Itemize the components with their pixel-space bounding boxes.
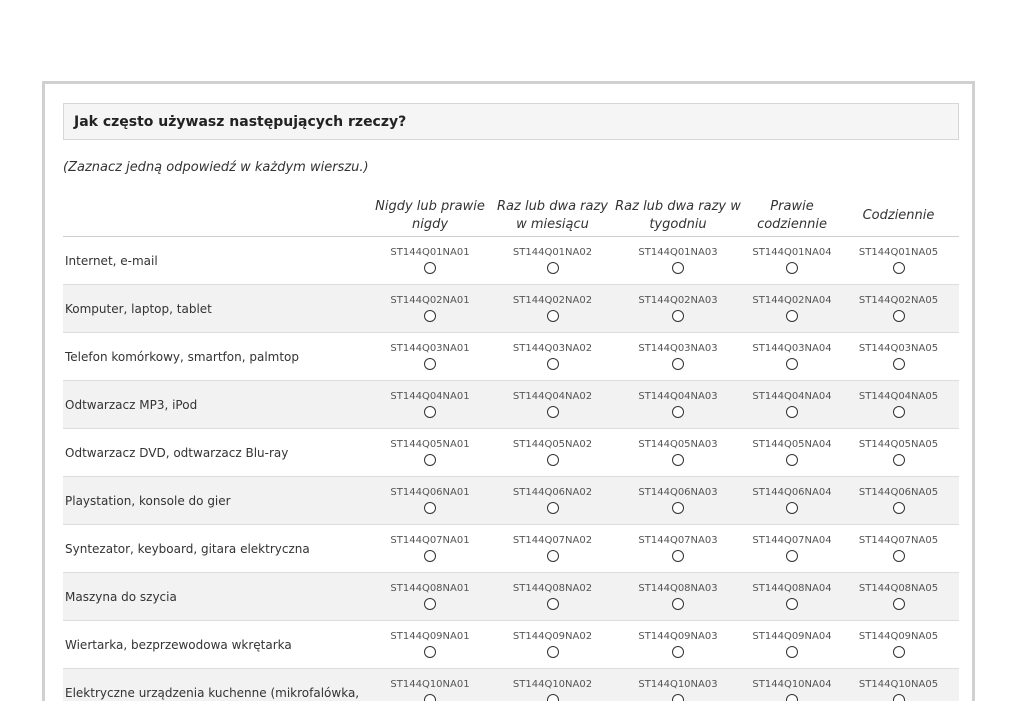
row-label: Wiertarka, bezprzewodowa wkrętarka bbox=[63, 621, 365, 669]
response-cell bbox=[746, 525, 838, 573]
radio-button[interactable] bbox=[786, 454, 798, 466]
option-code: ST144Q02NA05 bbox=[858, 295, 939, 306]
radio-button[interactable] bbox=[547, 598, 559, 610]
radio-button[interactable] bbox=[786, 406, 798, 418]
column-header-1: Nigdy lub prawie nigdy bbox=[365, 196, 495, 237]
option-code: ST144Q05NA02 bbox=[512, 439, 593, 450]
option-code: ST144Q07NA04 bbox=[752, 535, 832, 546]
option-code: ST144Q09NA01 bbox=[390, 631, 470, 642]
response-cell bbox=[365, 525, 495, 573]
grid-header-blank bbox=[63, 196, 365, 237]
radio-button[interactable] bbox=[893, 598, 905, 610]
option-code: ST144Q02NA02 bbox=[512, 295, 593, 306]
response-cell bbox=[746, 237, 838, 285]
row-label: Elektryczne urządzenia kuchenne (mikrofalówka, bbox=[63, 669, 365, 702]
response-cell bbox=[495, 669, 610, 702]
option-code: ST144Q06NA01 bbox=[390, 487, 470, 498]
response-cell bbox=[365, 381, 495, 429]
table-row bbox=[63, 381, 959, 429]
response-cell bbox=[838, 525, 959, 573]
radio-button[interactable] bbox=[547, 406, 559, 418]
response-cell bbox=[495, 285, 610, 333]
option-code: ST144Q05NA05 bbox=[858, 439, 939, 450]
response-cell bbox=[610, 333, 746, 381]
response-cell bbox=[746, 573, 838, 621]
option-code: ST144Q08NA03 bbox=[638, 583, 718, 594]
column-header-2: Raz lub dwa razy w miesiącu bbox=[495, 196, 610, 237]
option-code: ST144Q10NA03 bbox=[638, 679, 718, 690]
response-cell bbox=[365, 573, 495, 621]
option-code: ST144Q09NA05 bbox=[858, 631, 939, 642]
option-code: ST144Q10NA04 bbox=[752, 679, 832, 690]
option-code: ST144Q10NA02 bbox=[512, 679, 593, 690]
response-cell bbox=[495, 621, 610, 669]
row-label: Syntezator, keyboard, gitara elektryczna bbox=[63, 525, 365, 573]
option-code: ST144Q05NA03 bbox=[638, 439, 718, 450]
option-code: ST144Q04NA04 bbox=[752, 391, 832, 402]
response-cell bbox=[838, 573, 959, 621]
radio-button[interactable] bbox=[786, 502, 798, 514]
option-code: ST144Q03NA02 bbox=[512, 343, 593, 354]
option-code: ST144Q08NA04 bbox=[752, 583, 832, 594]
option-code: ST144Q09NA02 bbox=[512, 631, 593, 642]
response-cell bbox=[746, 381, 838, 429]
option-code: ST144Q09NA04 bbox=[752, 631, 832, 642]
response-cell bbox=[838, 285, 959, 333]
option-code: ST144Q08NA02 bbox=[512, 583, 593, 594]
option-code: ST144Q02NA03 bbox=[638, 295, 718, 306]
option-code: ST144Q07NA02 bbox=[512, 535, 593, 546]
option-code: ST144Q05NA04 bbox=[752, 439, 832, 450]
response-cell bbox=[746, 669, 838, 702]
response-cell bbox=[365, 621, 495, 669]
radio-button[interactable] bbox=[672, 454, 684, 466]
option-code: ST144Q01NA01 bbox=[390, 247, 470, 258]
question-instruction: (Zaznacz jedną odpowiedź w każdym wierszu.) bbox=[63, 160, 369, 175]
table-row bbox=[63, 429, 959, 477]
response-cell bbox=[365, 669, 495, 702]
response-cell bbox=[838, 669, 959, 702]
radio-button[interactable] bbox=[672, 310, 684, 322]
option-code: ST144Q01NA02 bbox=[512, 247, 593, 258]
option-code: ST144Q07NA03 bbox=[638, 535, 718, 546]
radio-button[interactable] bbox=[786, 694, 798, 701]
radio-button[interactable] bbox=[893, 358, 905, 370]
option-code: ST144Q02NA01 bbox=[390, 295, 470, 306]
response-cell bbox=[746, 429, 838, 477]
radio-button[interactable] bbox=[786, 358, 798, 370]
radio-button[interactable] bbox=[786, 310, 798, 322]
option-code: ST144Q10NA05 bbox=[858, 679, 939, 690]
table-row bbox=[63, 573, 959, 621]
radio-button[interactable] bbox=[893, 262, 905, 274]
response-cell bbox=[365, 237, 495, 285]
response-cell bbox=[610, 381, 746, 429]
survey-frame bbox=[42, 81, 975, 701]
option-code: ST144Q05NA01 bbox=[390, 439, 470, 450]
column-header-5: Codziennie bbox=[838, 196, 959, 237]
option-code: ST144Q06NA04 bbox=[752, 487, 832, 498]
radio-button[interactable] bbox=[424, 262, 436, 274]
radio-button[interactable] bbox=[893, 406, 905, 418]
radio-button[interactable] bbox=[786, 646, 798, 658]
option-code: ST144Q10NA01 bbox=[390, 679, 470, 690]
radio-button[interactable] bbox=[786, 598, 798, 610]
response-cell bbox=[746, 477, 838, 525]
radio-button[interactable] bbox=[547, 358, 559, 370]
radio-button[interactable] bbox=[547, 502, 559, 514]
response-cell bbox=[610, 237, 746, 285]
radio-button[interactable] bbox=[547, 646, 559, 658]
radio-button[interactable] bbox=[893, 502, 905, 514]
response-cell bbox=[838, 621, 959, 669]
radio-button[interactable] bbox=[672, 358, 684, 370]
option-code: ST144Q04NA02 bbox=[512, 391, 593, 402]
row-label: Telefon komórkowy, smartfon, palmtop bbox=[63, 333, 365, 381]
response-cell bbox=[610, 285, 746, 333]
response-cell bbox=[495, 573, 610, 621]
table-row bbox=[63, 525, 959, 573]
row-label: Komputer, laptop, tablet bbox=[63, 285, 365, 333]
option-code: ST144Q07NA01 bbox=[390, 535, 470, 546]
response-cell bbox=[838, 333, 959, 381]
response-cell bbox=[495, 429, 610, 477]
option-code: ST144Q06NA03 bbox=[638, 487, 718, 498]
radio-button[interactable] bbox=[547, 310, 559, 322]
question-title: Jak często używasz następujących rzeczy? bbox=[63, 103, 959, 140]
response-cell bbox=[746, 333, 838, 381]
option-code: ST144Q01NA05 bbox=[858, 247, 939, 258]
radio-button[interactable] bbox=[672, 502, 684, 514]
response-cell bbox=[838, 237, 959, 285]
radio-button[interactable] bbox=[424, 358, 436, 370]
option-code: ST144Q07NA05 bbox=[858, 535, 939, 546]
response-cell bbox=[365, 285, 495, 333]
radio-button[interactable] bbox=[786, 550, 798, 562]
row-label: Internet, e-mail bbox=[63, 237, 365, 285]
response-cell bbox=[365, 477, 495, 525]
option-code: ST144Q01NA03 bbox=[638, 247, 718, 258]
radio-button[interactable] bbox=[424, 310, 436, 322]
response-cell bbox=[838, 429, 959, 477]
radio-button[interactable] bbox=[672, 550, 684, 562]
response-cell bbox=[610, 429, 746, 477]
row-label: Odtwarzacz MP3, iPod bbox=[63, 381, 365, 429]
option-code: ST144Q06NA02 bbox=[512, 487, 593, 498]
row-label: Playstation, konsole do gier bbox=[63, 477, 365, 525]
response-cell bbox=[610, 621, 746, 669]
radio-button[interactable] bbox=[424, 694, 436, 701]
option-code: ST144Q08NA01 bbox=[390, 583, 470, 594]
response-cell bbox=[365, 429, 495, 477]
row-label: Odtwarzacz DVD, odtwarzacz Blu-ray bbox=[63, 429, 365, 477]
option-code: ST144Q03NA04 bbox=[752, 343, 832, 354]
response-cell bbox=[495, 333, 610, 381]
radio-button[interactable] bbox=[547, 262, 559, 274]
option-code: ST144Q09NA03 bbox=[638, 631, 718, 642]
option-code: ST144Q04NA03 bbox=[638, 391, 718, 402]
option-code: ST144Q08NA05 bbox=[858, 583, 939, 594]
radio-button[interactable] bbox=[547, 550, 559, 562]
radio-button[interactable] bbox=[424, 406, 436, 418]
radio-button[interactable] bbox=[893, 550, 905, 562]
response-cell bbox=[610, 477, 746, 525]
radio-button[interactable] bbox=[547, 454, 559, 466]
table-row bbox=[63, 477, 959, 525]
response-cell bbox=[365, 333, 495, 381]
radio-button[interactable] bbox=[672, 694, 684, 701]
radio-button[interactable] bbox=[424, 550, 436, 562]
grid-header-row bbox=[63, 196, 959, 237]
response-cell bbox=[610, 525, 746, 573]
response-cell bbox=[495, 381, 610, 429]
radio-button[interactable] bbox=[547, 694, 559, 701]
option-code: ST144Q03NA01 bbox=[390, 343, 470, 354]
table-row bbox=[63, 621, 959, 669]
option-code: ST144Q04NA05 bbox=[858, 391, 939, 402]
radio-button[interactable] bbox=[672, 406, 684, 418]
option-code: ST144Q03NA05 bbox=[858, 343, 939, 354]
column-header-4: Prawie codziennie bbox=[746, 196, 838, 237]
option-code: ST144Q03NA03 bbox=[638, 343, 718, 354]
radio-button[interactable] bbox=[893, 646, 905, 658]
response-cell bbox=[495, 237, 610, 285]
radio-button[interactable] bbox=[893, 310, 905, 322]
radio-button[interactable] bbox=[672, 646, 684, 658]
radio-button[interactable] bbox=[672, 262, 684, 274]
response-cell bbox=[610, 669, 746, 702]
radio-button[interactable] bbox=[424, 502, 436, 514]
response-cell bbox=[838, 381, 959, 429]
option-code: ST144Q01NA04 bbox=[752, 247, 832, 258]
radio-button[interactable] bbox=[424, 598, 436, 610]
response-cell bbox=[495, 525, 610, 573]
response-cell bbox=[495, 477, 610, 525]
response-cell bbox=[746, 621, 838, 669]
response-cell bbox=[746, 285, 838, 333]
option-code: ST144Q04NA01 bbox=[390, 391, 470, 402]
response-cell bbox=[838, 477, 959, 525]
radio-button[interactable] bbox=[672, 598, 684, 610]
table-row bbox=[63, 237, 959, 285]
option-code: ST144Q06NA05 bbox=[858, 487, 939, 498]
response-grid bbox=[63, 196, 959, 701]
radio-button[interactable] bbox=[424, 454, 436, 466]
option-code: ST144Q02NA04 bbox=[752, 295, 832, 306]
response-cell bbox=[610, 573, 746, 621]
table-row bbox=[63, 333, 959, 381]
row-label: Maszyna do szycia bbox=[63, 573, 365, 621]
table-row bbox=[63, 285, 959, 333]
radio-button[interactable] bbox=[893, 454, 905, 466]
radio-button[interactable] bbox=[424, 646, 436, 658]
table-row bbox=[63, 669, 959, 702]
radio-button[interactable] bbox=[893, 694, 905, 701]
column-header-3: Raz lub dwa razy w tygodniu bbox=[610, 196, 746, 237]
radio-button[interactable] bbox=[786, 262, 798, 274]
